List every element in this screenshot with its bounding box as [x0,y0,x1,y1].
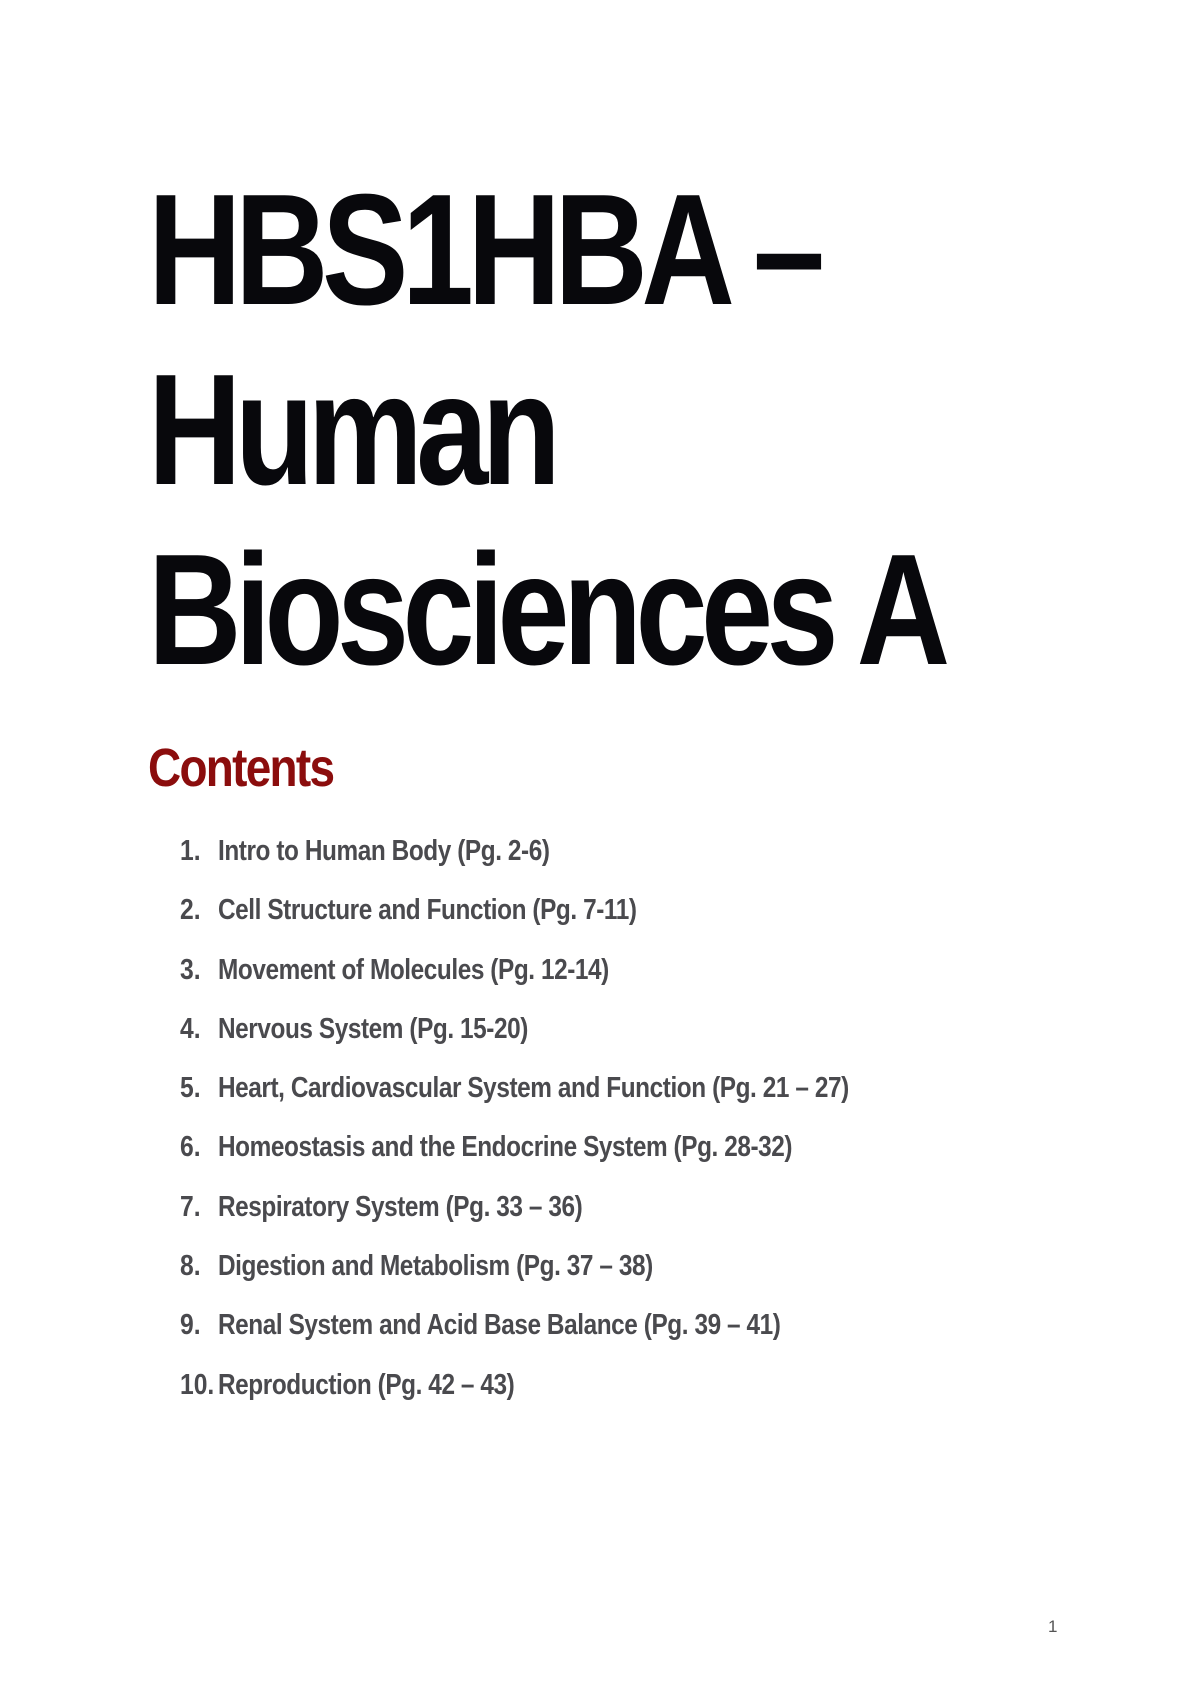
toc-item-text: Heart, Cardiovascular System and Function (Pg. 21 – 27) [218,1072,849,1105]
toc-item [180,1367,1080,1426]
title-line-1: HBS1HBA – [148,162,819,338]
toc-item-text: Nervous System (Pg. 15-20) [218,1012,528,1045]
toc-item [180,1129,1080,1188]
document-title [148,160,944,700]
toc-item-text: Reproduction (Pg. 42 – 43) [218,1368,515,1401]
toc-item [180,833,1080,892]
toc-item [180,1307,1080,1366]
toc-item-number: 1. [180,835,201,867]
toc-item-number: 10. [180,1368,215,1401]
toc-item-number: 5. [180,1072,201,1105]
toc-item-number: 9. [180,1309,201,1342]
page-number: 1 [1048,1617,1058,1636]
toc-item-text: Cell Structure and Function (Pg. 7-11) [218,894,637,927]
toc-item [180,952,1080,1011]
toc-item [180,1070,1080,1129]
title-line-2: Human [148,342,555,518]
toc-item-number: 2. [180,894,201,927]
toc-item-number: 4. [180,1012,201,1045]
toc-item-number: 6. [180,1131,201,1164]
toc-item-text: Movement of Molecules (Pg. 12-14) [218,953,609,986]
toc-item-number: 8. [180,1250,201,1283]
contents-heading: Contents [148,738,334,798]
toc-item [180,1011,1080,1070]
toc-item-number: 7. [180,1190,201,1223]
toc-item-number: 3. [180,953,201,986]
toc-item-text: Respiratory System (Pg. 33 – 36) [218,1190,583,1223]
toc-item [180,1248,1080,1307]
toc-item [180,892,1080,951]
toc-item-text: Homeostasis and the Endocrine System (Pg. 28-32) [218,1131,793,1164]
toc-item-text: Intro to Human Body (Pg. 2-6) [218,835,550,867]
title-line-3: Biosciences A [148,522,944,698]
toc-item-text: Renal System and Acid Base Balance (Pg. 39 – 41) [218,1309,781,1342]
toc-item [180,1189,1080,1248]
toc-item-text: Digestion and Metabolism (Pg. 37 – 38) [218,1250,653,1283]
table-of-contents [180,833,1080,1426]
